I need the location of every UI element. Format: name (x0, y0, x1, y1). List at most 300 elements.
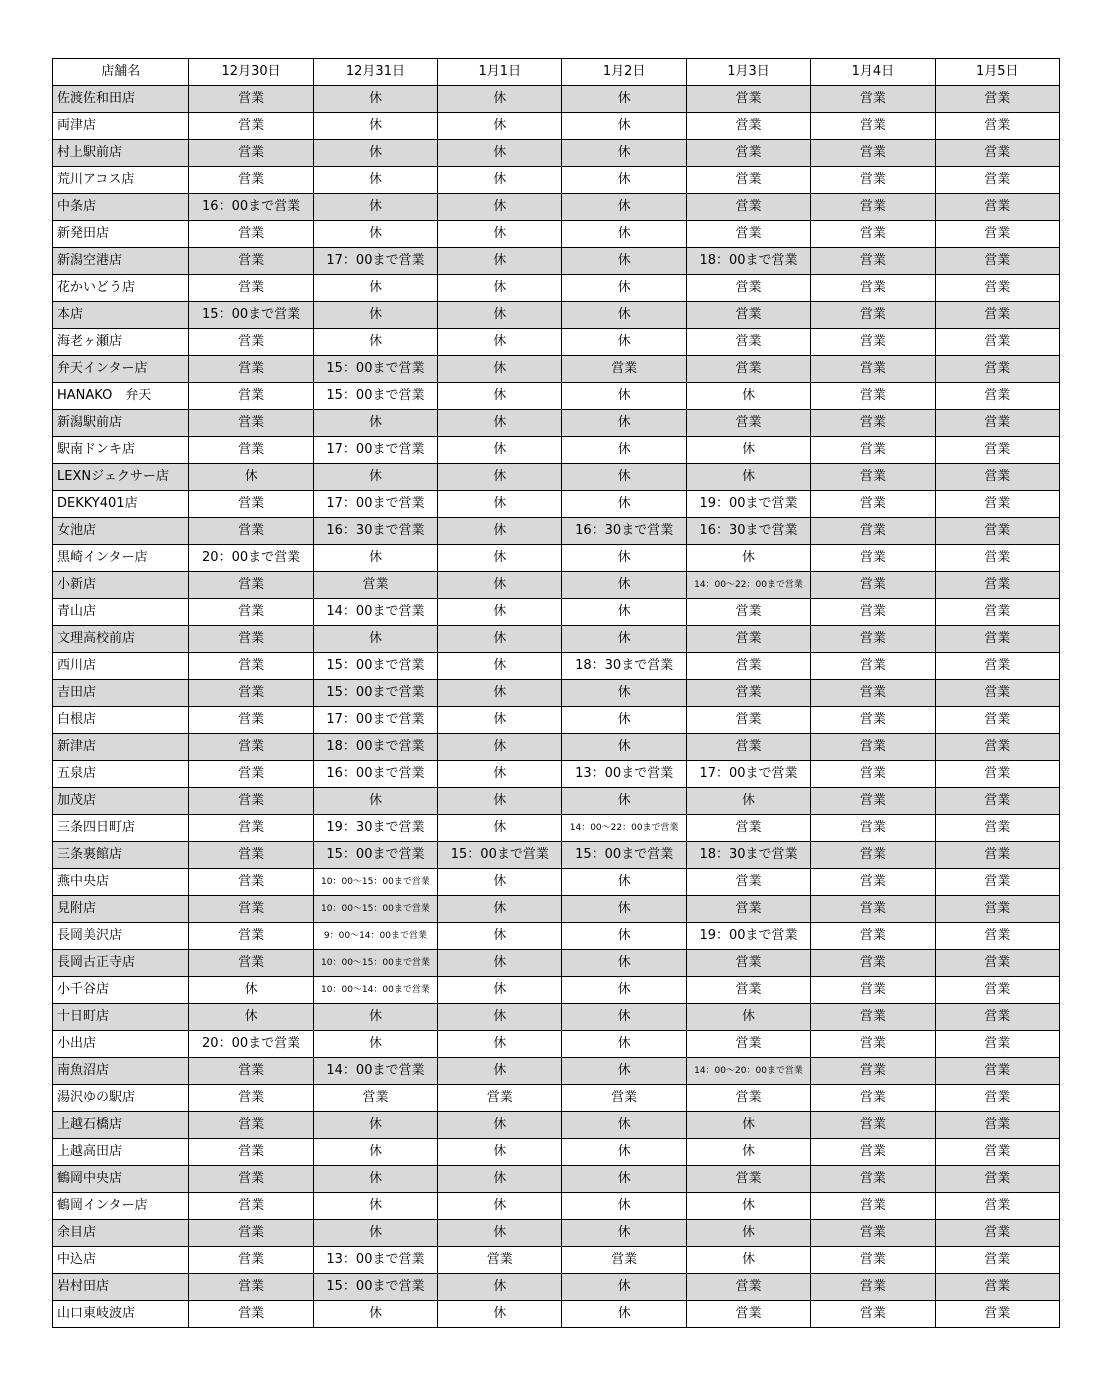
table-row (53, 788, 1060, 815)
store-name-cell: 五泉店 (53, 761, 189, 788)
store-name-cell: 白根店 (53, 707, 189, 734)
status-cell: 営業 (935, 572, 1059, 599)
table-row (53, 140, 1060, 167)
status-cell: 休 (438, 599, 562, 626)
status-cell: 営業 (189, 1058, 313, 1085)
status-cell: 休 (562, 464, 686, 491)
status-cell: 休 (438, 113, 562, 140)
status-cell: 休 (562, 788, 686, 815)
status-cell: 営業 (935, 680, 1059, 707)
header-row (53, 59, 1060, 86)
status-cell: 営業 (935, 1220, 1059, 1247)
status-cell: 営業 (935, 275, 1059, 302)
status-cell: 営業 (935, 86, 1059, 113)
status-cell: 営業 (811, 1058, 935, 1085)
status-cell: 営業 (811, 1112, 935, 1139)
status-cell: 休 (438, 734, 562, 761)
status-cell: 営業 (189, 410, 313, 437)
store-name-cell: 青山店 (53, 599, 189, 626)
status-cell: 営業 (686, 140, 810, 167)
status-cell: 営業 (686, 815, 810, 842)
status-cell: 休 (313, 113, 437, 140)
status-cell: 休 (562, 221, 686, 248)
table-row (53, 572, 1060, 599)
status-cell: 営業 (935, 869, 1059, 896)
status-cell: 休 (438, 950, 562, 977)
status-cell: 営業 (811, 113, 935, 140)
store-name-cell: 本店 (53, 302, 189, 329)
status-cell: 14：00～22：00まで営業 (686, 572, 810, 599)
status-cell: 休 (438, 410, 562, 437)
store-name-cell: HANAKO 弁天 (53, 383, 189, 410)
table-row (53, 707, 1060, 734)
store-name-cell: 見附店 (53, 896, 189, 923)
status-cell: 休 (562, 599, 686, 626)
status-cell: 営業 (811, 896, 935, 923)
status-cell: 営業 (935, 1301, 1059, 1328)
status-cell: 休 (438, 248, 562, 275)
status-cell: 営業 (686, 626, 810, 653)
status-cell: 営業 (935, 1247, 1059, 1274)
status-cell: 18：30まで営業 (562, 653, 686, 680)
store-name-cell: 上越石橋店 (53, 1112, 189, 1139)
status-cell: 休 (562, 275, 686, 302)
store-name-cell: 中条店 (53, 194, 189, 221)
table-row (53, 626, 1060, 653)
status-cell: 14：00まで営業 (313, 599, 437, 626)
column-header-date: 12月31日 (313, 59, 437, 86)
status-cell: 営業 (189, 1274, 313, 1301)
status-cell: 営業 (189, 356, 313, 383)
status-cell: 17：00まで営業 (313, 491, 437, 518)
status-cell: 営業 (686, 734, 810, 761)
store-name-cell: 湯沢ゆの駅店 (53, 1085, 189, 1112)
status-cell: 営業 (189, 869, 313, 896)
status-cell: 営業 (189, 1247, 313, 1274)
table-row (53, 1247, 1060, 1274)
store-name-cell: 花かいどう店 (53, 275, 189, 302)
status-cell: 休 (313, 1139, 437, 1166)
table-row (53, 194, 1060, 221)
status-cell: 営業 (811, 788, 935, 815)
status-cell: 休 (686, 1220, 810, 1247)
status-cell: 休 (562, 1274, 686, 1301)
table-row (53, 842, 1060, 869)
status-cell: 営業 (189, 1166, 313, 1193)
status-cell: 20：00まで営業 (189, 1031, 313, 1058)
status-cell: 営業 (686, 1301, 810, 1328)
status-cell: 営業 (935, 1112, 1059, 1139)
store-name-cell: 南魚沼店 (53, 1058, 189, 1085)
table-row (53, 545, 1060, 572)
status-cell: 休 (438, 329, 562, 356)
status-cell: 営業 (811, 923, 935, 950)
status-cell: 営業 (686, 707, 810, 734)
status-cell: 営業 (686, 167, 810, 194)
status-cell: 営業 (686, 410, 810, 437)
store-name-cell: 新潟駅前店 (53, 410, 189, 437)
status-cell: 休 (562, 680, 686, 707)
status-cell: 15：00まで営業 (313, 1274, 437, 1301)
status-cell: 営業 (811, 869, 935, 896)
status-cell: 営業 (935, 356, 1059, 383)
store-name-cell: 鶴岡インター店 (53, 1193, 189, 1220)
status-cell: 営業 (811, 1166, 935, 1193)
status-cell: 営業 (935, 923, 1059, 950)
status-cell: 営業 (189, 1301, 313, 1328)
status-cell: 14：00～22：00まで営業 (562, 815, 686, 842)
status-cell: 営業 (935, 788, 1059, 815)
table-row (53, 1166, 1060, 1193)
store-name-cell: 長岡古正寺店 (53, 950, 189, 977)
status-cell: 営業 (935, 113, 1059, 140)
status-cell: 営業 (189, 734, 313, 761)
status-cell: 14：00～20：00まで営業 (686, 1058, 810, 1085)
status-cell: 休 (562, 869, 686, 896)
status-cell: 休 (562, 491, 686, 518)
store-name-cell: 三条四日町店 (53, 815, 189, 842)
status-cell: 営業 (935, 329, 1059, 356)
status-cell: 休 (438, 1058, 562, 1085)
status-cell: 営業 (935, 302, 1059, 329)
column-header-date: 12月30日 (189, 59, 313, 86)
status-cell: 営業 (686, 275, 810, 302)
status-cell: 休 (562, 707, 686, 734)
store-name-cell: LEXNジェクサー店 (53, 464, 189, 491)
status-cell: 営業 (686, 356, 810, 383)
table-row (53, 302, 1060, 329)
status-cell: 営業 (189, 680, 313, 707)
status-cell: 営業 (935, 167, 1059, 194)
status-cell: 営業 (686, 896, 810, 923)
status-cell: 営業 (935, 734, 1059, 761)
status-cell: 休 (438, 1274, 562, 1301)
status-cell: 営業 (189, 1220, 313, 1247)
status-cell: 営業 (189, 707, 313, 734)
status-cell: 休 (313, 194, 437, 221)
status-cell: 営業 (189, 626, 313, 653)
status-cell: 営業 (313, 572, 437, 599)
status-cell: 営業 (686, 329, 810, 356)
status-cell: 営業 (935, 842, 1059, 869)
status-cell: 休 (438, 167, 562, 194)
status-cell: 休 (438, 923, 562, 950)
status-cell: 10：00～15：00まで営業 (313, 896, 437, 923)
status-cell: 営業 (935, 437, 1059, 464)
status-cell: 営業 (189, 1112, 313, 1139)
status-cell: 休 (313, 545, 437, 572)
store-name-cell: 村上駅前店 (53, 140, 189, 167)
status-cell: 営業 (935, 221, 1059, 248)
status-cell: 休 (438, 194, 562, 221)
status-cell: 10：00～15：00まで営業 (313, 950, 437, 977)
status-cell: 営業 (811, 1301, 935, 1328)
status-cell: 17：00まで営業 (313, 437, 437, 464)
status-cell: 営業 (811, 626, 935, 653)
status-cell: 営業 (189, 1193, 313, 1220)
status-cell: 休 (438, 977, 562, 1004)
status-cell: 営業 (189, 761, 313, 788)
status-cell: 13：00まで営業 (562, 761, 686, 788)
status-cell: 休 (686, 1112, 810, 1139)
status-cell: 営業 (189, 383, 313, 410)
status-cell: 15：00まで営業 (313, 383, 437, 410)
status-cell: 営業 (935, 1166, 1059, 1193)
status-cell: 営業 (686, 1274, 810, 1301)
status-cell: 休 (562, 977, 686, 1004)
status-cell: 休 (438, 1112, 562, 1139)
status-cell: 営業 (811, 653, 935, 680)
status-cell: 営業 (811, 815, 935, 842)
status-cell: 営業 (686, 599, 810, 626)
status-cell: 営業 (935, 626, 1059, 653)
store-name-cell: 山口東岐波店 (53, 1301, 189, 1328)
status-cell: 営業 (935, 1058, 1059, 1085)
status-cell: 営業 (811, 1247, 935, 1274)
status-cell: 13：00まで営業 (313, 1247, 437, 1274)
status-cell: 営業 (811, 1274, 935, 1301)
store-name-cell: 長岡美沢店 (53, 923, 189, 950)
status-cell: 9：00～14：00まで営業 (313, 923, 437, 950)
status-cell: 16：00まで営業 (189, 194, 313, 221)
status-cell: 休 (313, 1031, 437, 1058)
status-cell: 営業 (811, 1085, 935, 1112)
status-cell: 営業 (686, 680, 810, 707)
status-cell: 営業 (811, 329, 935, 356)
store-name-cell: 小千谷店 (53, 977, 189, 1004)
status-cell: 営業 (686, 950, 810, 977)
status-cell: 休 (313, 167, 437, 194)
status-cell: 休 (313, 626, 437, 653)
table-row (53, 1139, 1060, 1166)
store-name-cell: 上越高田店 (53, 1139, 189, 1166)
status-cell: 営業 (811, 86, 935, 113)
table-row (53, 410, 1060, 437)
column-header-store: 店舗名 (53, 59, 189, 86)
status-cell: 休 (562, 1301, 686, 1328)
status-cell: 営業 (189, 896, 313, 923)
status-cell: 休 (438, 788, 562, 815)
table-row (53, 896, 1060, 923)
status-cell: 17：00まで営業 (313, 248, 437, 275)
status-cell: 17：00まで営業 (686, 761, 810, 788)
status-cell: 営業 (935, 545, 1059, 572)
status-cell: 営業 (811, 734, 935, 761)
status-cell: 営業 (189, 815, 313, 842)
table-row (53, 1274, 1060, 1301)
status-cell: 休 (438, 1139, 562, 1166)
status-cell: 営業 (313, 1085, 437, 1112)
table-row (53, 1058, 1060, 1085)
status-cell: 休 (438, 896, 562, 923)
store-name-cell: 加茂店 (53, 788, 189, 815)
status-cell: 休 (438, 1301, 562, 1328)
store-name-cell: 西川店 (53, 653, 189, 680)
status-cell: 休 (562, 626, 686, 653)
store-name-cell: 中込店 (53, 1247, 189, 1274)
status-cell: 営業 (935, 410, 1059, 437)
status-cell: 営業 (686, 221, 810, 248)
status-cell: 休 (562, 86, 686, 113)
status-cell: 営業 (811, 437, 935, 464)
status-cell: 休 (562, 410, 686, 437)
status-cell: 営業 (935, 707, 1059, 734)
status-cell: 休 (438, 302, 562, 329)
store-name-cell: 佐渡佐和田店 (53, 86, 189, 113)
status-cell: 休 (562, 734, 686, 761)
status-cell: 休 (189, 1004, 313, 1031)
store-name-cell: 十日町店 (53, 1004, 189, 1031)
status-cell: 休 (313, 302, 437, 329)
status-cell: 10：00～15：00まで営業 (313, 869, 437, 896)
status-cell: 営業 (189, 599, 313, 626)
store-name-cell: 三条裏館店 (53, 842, 189, 869)
status-cell: 18：00まで営業 (313, 734, 437, 761)
status-cell: 休 (562, 167, 686, 194)
table-row (53, 977, 1060, 1004)
status-cell: 休 (686, 1139, 810, 1166)
status-cell: 休 (438, 491, 562, 518)
status-cell: 営業 (935, 1274, 1059, 1301)
status-cell: 休 (686, 1247, 810, 1274)
status-cell: 休 (438, 1031, 562, 1058)
status-cell: 休 (438, 464, 562, 491)
status-cell: 営業 (935, 950, 1059, 977)
status-cell: 営業 (811, 1193, 935, 1220)
status-cell: 休 (313, 1004, 437, 1031)
status-cell: 休 (562, 194, 686, 221)
status-cell: 営業 (189, 1085, 313, 1112)
status-cell: 休 (686, 383, 810, 410)
table-row (53, 761, 1060, 788)
table-row (53, 1004, 1060, 1031)
status-cell: 営業 (189, 275, 313, 302)
table-row (53, 221, 1060, 248)
store-name-cell: 弁天インター店 (53, 356, 189, 383)
status-cell: 休 (562, 302, 686, 329)
status-cell: 営業 (935, 383, 1059, 410)
status-cell: 営業 (189, 788, 313, 815)
status-cell: 休 (313, 1301, 437, 1328)
status-cell: 休 (438, 761, 562, 788)
status-cell: 休 (438, 869, 562, 896)
table-row (53, 86, 1060, 113)
column-header-date: 1月5日 (935, 59, 1059, 86)
table-row (53, 491, 1060, 518)
status-cell: 休 (313, 86, 437, 113)
table-row (53, 248, 1060, 275)
status-cell: 営業 (935, 464, 1059, 491)
status-cell: 営業 (811, 248, 935, 275)
table-row (53, 1112, 1060, 1139)
table-row (53, 734, 1060, 761)
status-cell: 休 (562, 1166, 686, 1193)
status-cell: 休 (313, 275, 437, 302)
status-cell: 営業 (811, 410, 935, 437)
status-cell: 休 (438, 1193, 562, 1220)
status-cell: 休 (562, 437, 686, 464)
status-cell: 営業 (811, 302, 935, 329)
store-name-cell: 岩村田店 (53, 1274, 189, 1301)
status-cell: 19：00まで営業 (686, 923, 810, 950)
status-cell: 休 (189, 464, 313, 491)
status-cell: 営業 (562, 1247, 686, 1274)
status-cell: 休 (562, 113, 686, 140)
status-cell: 営業 (811, 572, 935, 599)
column-header-date: 1月3日 (686, 59, 810, 86)
table-row (53, 869, 1060, 896)
status-cell: 休 (313, 140, 437, 167)
status-cell: 営業 (935, 194, 1059, 221)
status-cell: 14：00まで営業 (313, 1058, 437, 1085)
table-row (53, 356, 1060, 383)
status-cell: 休 (562, 383, 686, 410)
table-row (53, 680, 1060, 707)
status-cell: 休 (686, 1193, 810, 1220)
table-row (53, 1085, 1060, 1112)
table-row (53, 599, 1060, 626)
table-row (53, 437, 1060, 464)
status-cell: 営業 (811, 950, 935, 977)
status-cell: 休 (313, 329, 437, 356)
status-cell: 営業 (189, 113, 313, 140)
status-cell: 営業 (935, 140, 1059, 167)
status-cell: 営業 (935, 977, 1059, 1004)
holiday-hours-table (52, 58, 1060, 1328)
status-cell: 休 (562, 1004, 686, 1031)
status-cell: 営業 (935, 1193, 1059, 1220)
status-cell: 休 (562, 1112, 686, 1139)
store-name-cell: 燕中央店 (53, 869, 189, 896)
store-name-cell: 新潟空港店 (53, 248, 189, 275)
table-row (53, 1031, 1060, 1058)
status-cell: 休 (313, 464, 437, 491)
column-header-date: 1月2日 (562, 59, 686, 86)
table-row (53, 1193, 1060, 1220)
store-name-cell: 鶴岡中央店 (53, 1166, 189, 1193)
status-cell: 営業 (189, 572, 313, 599)
status-cell: 営業 (438, 1085, 562, 1112)
status-cell: 休 (438, 86, 562, 113)
status-cell: 休 (438, 1220, 562, 1247)
status-cell: 休 (562, 950, 686, 977)
status-cell: 休 (438, 815, 562, 842)
status-cell: 休 (438, 626, 562, 653)
status-cell: 休 (562, 140, 686, 167)
status-cell: 営業 (935, 1031, 1059, 1058)
status-cell: 休 (438, 653, 562, 680)
status-cell: 営業 (811, 275, 935, 302)
status-cell: 休 (686, 545, 810, 572)
status-cell: 休 (562, 248, 686, 275)
status-cell: 営業 (811, 977, 935, 1004)
status-cell: 休 (313, 1112, 437, 1139)
status-cell: 営業 (935, 653, 1059, 680)
store-name-cell: 海老ヶ瀬店 (53, 329, 189, 356)
status-cell: 休 (438, 707, 562, 734)
table-row (53, 815, 1060, 842)
status-cell: 営業 (686, 1031, 810, 1058)
status-cell: 営業 (189, 653, 313, 680)
table-row (53, 923, 1060, 950)
status-cell: 17：00まで営業 (313, 707, 437, 734)
status-cell: 15：00まで営業 (438, 842, 562, 869)
status-cell: 休 (313, 410, 437, 437)
status-cell: 営業 (935, 761, 1059, 788)
status-cell: 休 (189, 977, 313, 1004)
status-cell: 16：00まで営業 (313, 761, 437, 788)
table-row (53, 464, 1060, 491)
